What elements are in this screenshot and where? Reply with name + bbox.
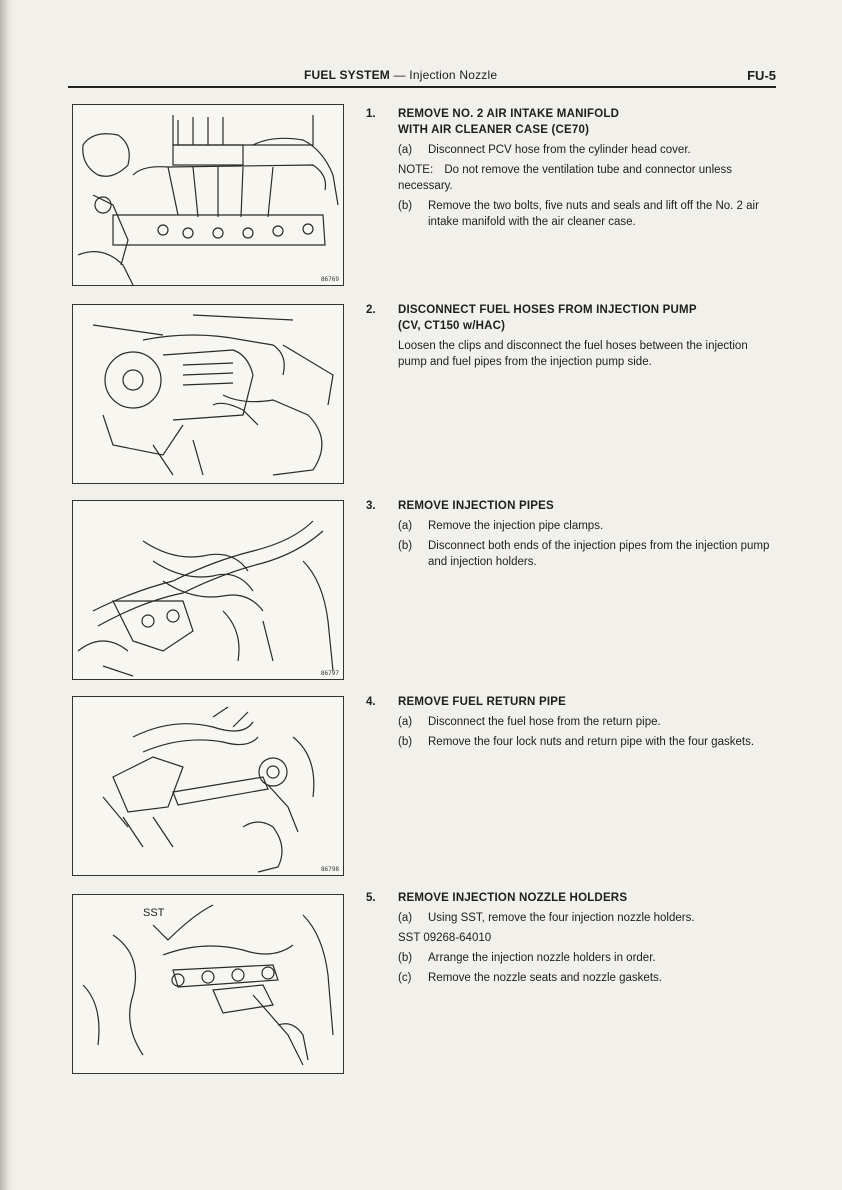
step-title-line-1: REMOVE INJECTION NOZZLE HOLDERS <box>398 892 628 904</box>
step-5 <box>366 890 778 990</box>
item-text: Disconnect both ends of the injection pipes from the injection pump and injection holders. <box>428 540 770 568</box>
sub-item-a <box>398 142 778 158</box>
page-edge-shadow <box>0 0 14 1190</box>
header-rule <box>68 86 776 88</box>
step-2 <box>366 302 778 374</box>
item-text: Remove the four lock nuts and return pipe with the four gaskets. <box>428 736 755 748</box>
step-body <box>398 518 778 570</box>
item-letter: (a) <box>398 716 413 728</box>
note <box>398 162 778 194</box>
step-1 <box>366 106 778 234</box>
injection-pump-hoses-illustration-icon <box>73 305 343 483</box>
item-text: Disconnect the fuel hose from the return pipe. <box>428 716 661 728</box>
item-letter: (b) <box>398 540 413 552</box>
step-body <box>398 338 778 370</box>
figure-3 <box>72 500 344 680</box>
note-tag: NOTE: <box>398 164 434 176</box>
step-title-line-1: REMOVE INJECTION PIPES <box>398 500 554 512</box>
step-title-line-1: REMOVE FUEL RETURN PIPE <box>398 696 566 708</box>
sub-item-a <box>398 714 778 730</box>
figure-1 <box>72 104 344 286</box>
item-text: Using SST, remove the four injection nozzle holders. <box>428 912 695 924</box>
item-letter: (c) <box>398 972 412 984</box>
step-number: 5. <box>366 892 376 904</box>
step-number: 1. <box>366 108 376 120</box>
title-dash: — <box>393 68 406 82</box>
step-3 <box>366 498 778 574</box>
item-letter: (a) <box>398 520 413 532</box>
item-text: Arrange the injection nozzle holders in order. <box>428 952 656 964</box>
section-title: FUEL SYSTEM <box>304 68 390 82</box>
item-letter: (a) <box>398 912 413 924</box>
step-title-line-2: WITH AIR CLEANER CASE (CE70) <box>398 124 590 136</box>
figure-5 <box>72 894 344 1074</box>
item-letter: (a) <box>398 144 413 156</box>
step-body <box>398 142 778 230</box>
item-letter: (b) <box>398 952 413 964</box>
step-number: 3. <box>366 500 376 512</box>
sst-label: SST <box>143 907 165 919</box>
step-4 <box>366 694 778 754</box>
step-body <box>398 714 778 750</box>
intake-manifold-illustration-icon <box>73 105 343 285</box>
page-header <box>68 66 776 86</box>
item-letter: (b) <box>398 200 413 212</box>
step-number: 2. <box>366 304 376 316</box>
note-text: Do not remove the ventilation tube and connector unless necessary. <box>398 164 733 192</box>
figure-2 <box>72 304 344 484</box>
sub-item-b <box>398 538 778 570</box>
figure-4 <box>72 696 344 876</box>
item-text: Disconnect PCV hose from the cylinder head cover. <box>428 144 691 156</box>
sub-item-a <box>398 518 778 534</box>
section-subtitle: Injection Nozzle <box>409 68 498 82</box>
sub-item-c <box>398 970 778 986</box>
step-title-line-1: REMOVE NO. 2 AIR INTAKE MANIFOLD <box>398 108 620 120</box>
page-title <box>304 68 497 82</box>
figure-id: 86769 <box>320 276 339 283</box>
injection-pipes-illustration-icon <box>73 501 343 679</box>
step-title-line-2: (CV, CT150 w/HAC) <box>398 320 506 332</box>
step-text: Loosen the clips and disconnect the fuel hoses between the injection pump and fuel pipes from the injection pump side. <box>398 340 748 368</box>
sub-item-b <box>398 198 778 230</box>
sub-item-a <box>398 910 778 926</box>
item-text: Remove the injection pipe clamps. <box>428 520 604 532</box>
step-title-line-1: DISCONNECT FUEL HOSES FROM INJECTION PUMP <box>398 304 697 316</box>
step-number: 4. <box>366 696 376 708</box>
sub-item-b <box>398 950 778 966</box>
fuel-return-pipe-illustration-icon <box>73 697 343 875</box>
nozzle-holder-sst-illustration-icon <box>73 895 343 1073</box>
figure-id: 86798 <box>320 866 339 873</box>
item-letter: (b) <box>398 736 413 748</box>
item-text: Remove the two bolts, five nuts and seals and lift off the No. 2 air intake manifold with the air cleaner case. <box>428 200 759 228</box>
sub-item-b <box>398 734 778 750</box>
step-body <box>398 910 778 986</box>
page-number: FU-5 <box>747 68 776 83</box>
sst-number: SST 09268-64010 <box>398 932 492 944</box>
item-text: Remove the nozzle seats and nozzle gaskets. <box>428 972 662 984</box>
figure-id: 86797 <box>320 670 339 677</box>
